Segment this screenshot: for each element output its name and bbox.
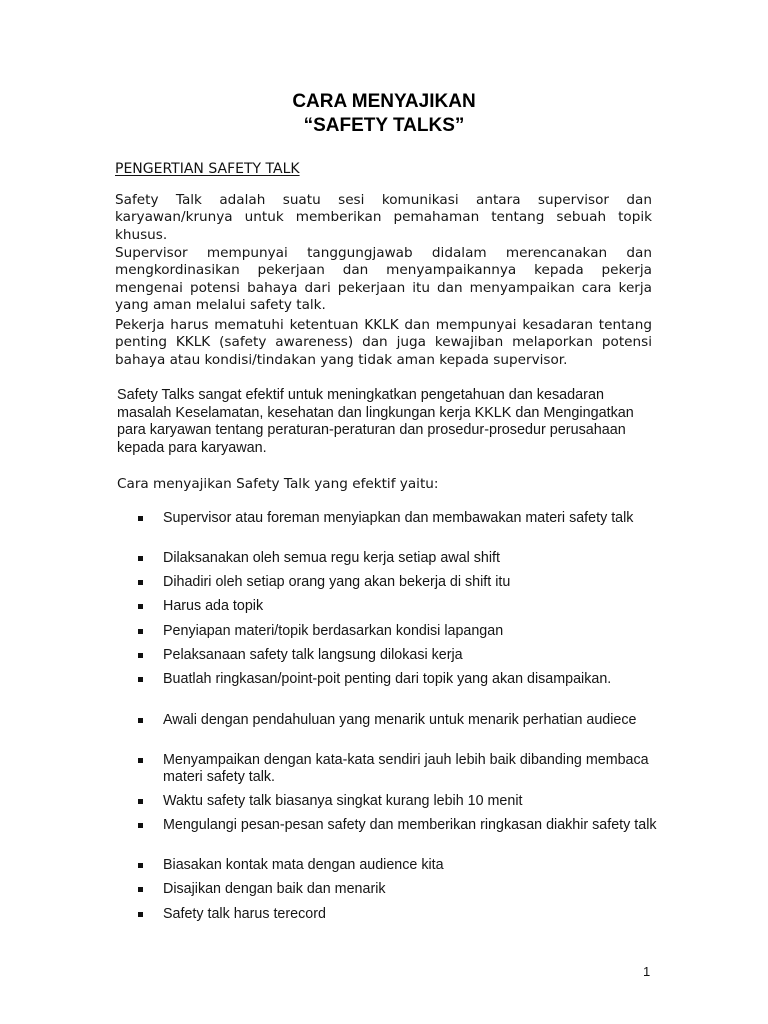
list-item-text: Disajikan dengan baik dan menarik [163, 881, 386, 897]
paragraph-worker-obligation: Pekerja harus mematuhi ketentuan KKLK dan mempunyai kesadaran tentang penting KKLK (safety awareness) dan juga kewajiban melaporkan potensi bahaya atau kondisi/tindakan yang tidak aman kepada supervisor. [115, 317, 652, 368]
square-bullet-icon [138, 604, 143, 609]
square-bullet-icon [138, 912, 143, 917]
square-bullet-icon [138, 758, 143, 763]
square-bullet-icon [138, 677, 143, 682]
square-bullet-icon [138, 887, 143, 892]
list-item-text: Penyiapan materi/topik berdasarkan kondisi lapangan [163, 623, 504, 639]
paragraph-supervisor-responsibility: Supervisor mempunyai tanggungjawab didalam merencanakan dan mengkordinasikan pekerjaan dan menyampaikannya kepada pekerja mengenai potensi bahaya dari pekerjaan itu dan menyampaikan cara kerja yang aman melalui safety talk. [115, 245, 652, 313]
square-bullet-icon [138, 718, 143, 723]
list-item-text: Menyampaikan dengan kata-kata sendiri jauh lebih baik dibanding membaca materi safety talk. [163, 752, 649, 785]
square-bullet-icon [138, 629, 143, 634]
section-heading: PENGERTIAN SAFETY TALK [115, 161, 300, 177]
list-intro: Cara menyajikan Safety Talk yang efektif yaitu: [117, 476, 439, 492]
list-item-text: Buatlah ringkasan/point-poit penting dari topik yang akan disampaikan. [163, 671, 612, 687]
square-bullet-icon [138, 863, 143, 868]
paragraph-definition: Safety Talk adalah suatu sesi komunikasi antara supervisor dan karyawan/krunya untuk memberikan pemahaman tentang sebuah topik khusus. [115, 192, 652, 243]
list-item-text: Mengulangi pesan-pesan safety dan memberikan ringkasan diakhir safety talk [163, 817, 657, 833]
title-line-2: “SAFETY TALKS” [303, 115, 465, 136]
list-item-text: Dilaksanakan oleh semua regu kerja setiap awal shift [163, 550, 500, 566]
square-bullet-icon [138, 556, 143, 561]
list-item-text: Supervisor atau foreman menyiapkan dan membawakan materi safety talk [163, 510, 634, 526]
list-item-text: Awali dengan pendahuluan yang menarik untuk menarik perhatian audiece [163, 712, 637, 728]
paragraph-effectiveness: Safety Talks sangat efektif untuk meningkatkan pengetahuan dan kesadaran masalah Keselamatan, kesehatan dan lingkungan kerja KKLK dan Mengingatkan para karyawan tentang peraturan-peraturan dan prosedur-prosedur perusahaan kepada para karyawan. [117, 387, 634, 456]
list-item-text: Safety talk harus terecord [163, 906, 326, 922]
list-item-text: Pelaksanaan safety talk langsung dilokasi kerja [163, 647, 463, 663]
square-bullet-icon [138, 653, 143, 658]
list-item-text: Waktu safety talk biasanya singkat kurang lebih 10 menit [163, 793, 523, 809]
square-bullet-icon [138, 823, 143, 828]
list-item-text: Harus ada topik [163, 598, 264, 614]
page-number: 1 [643, 964, 651, 979]
square-bullet-icon [138, 580, 143, 585]
square-bullet-icon [138, 799, 143, 804]
list-item-text: Biasakan kontak mata dengan audience kita [163, 857, 444, 873]
list-item-text: Dihadiri oleh setiap orang yang akan bekerja di shift itu [163, 574, 511, 590]
title-line-1: CARA MENYAJIKAN [292, 91, 476, 112]
square-bullet-icon [138, 516, 143, 521]
